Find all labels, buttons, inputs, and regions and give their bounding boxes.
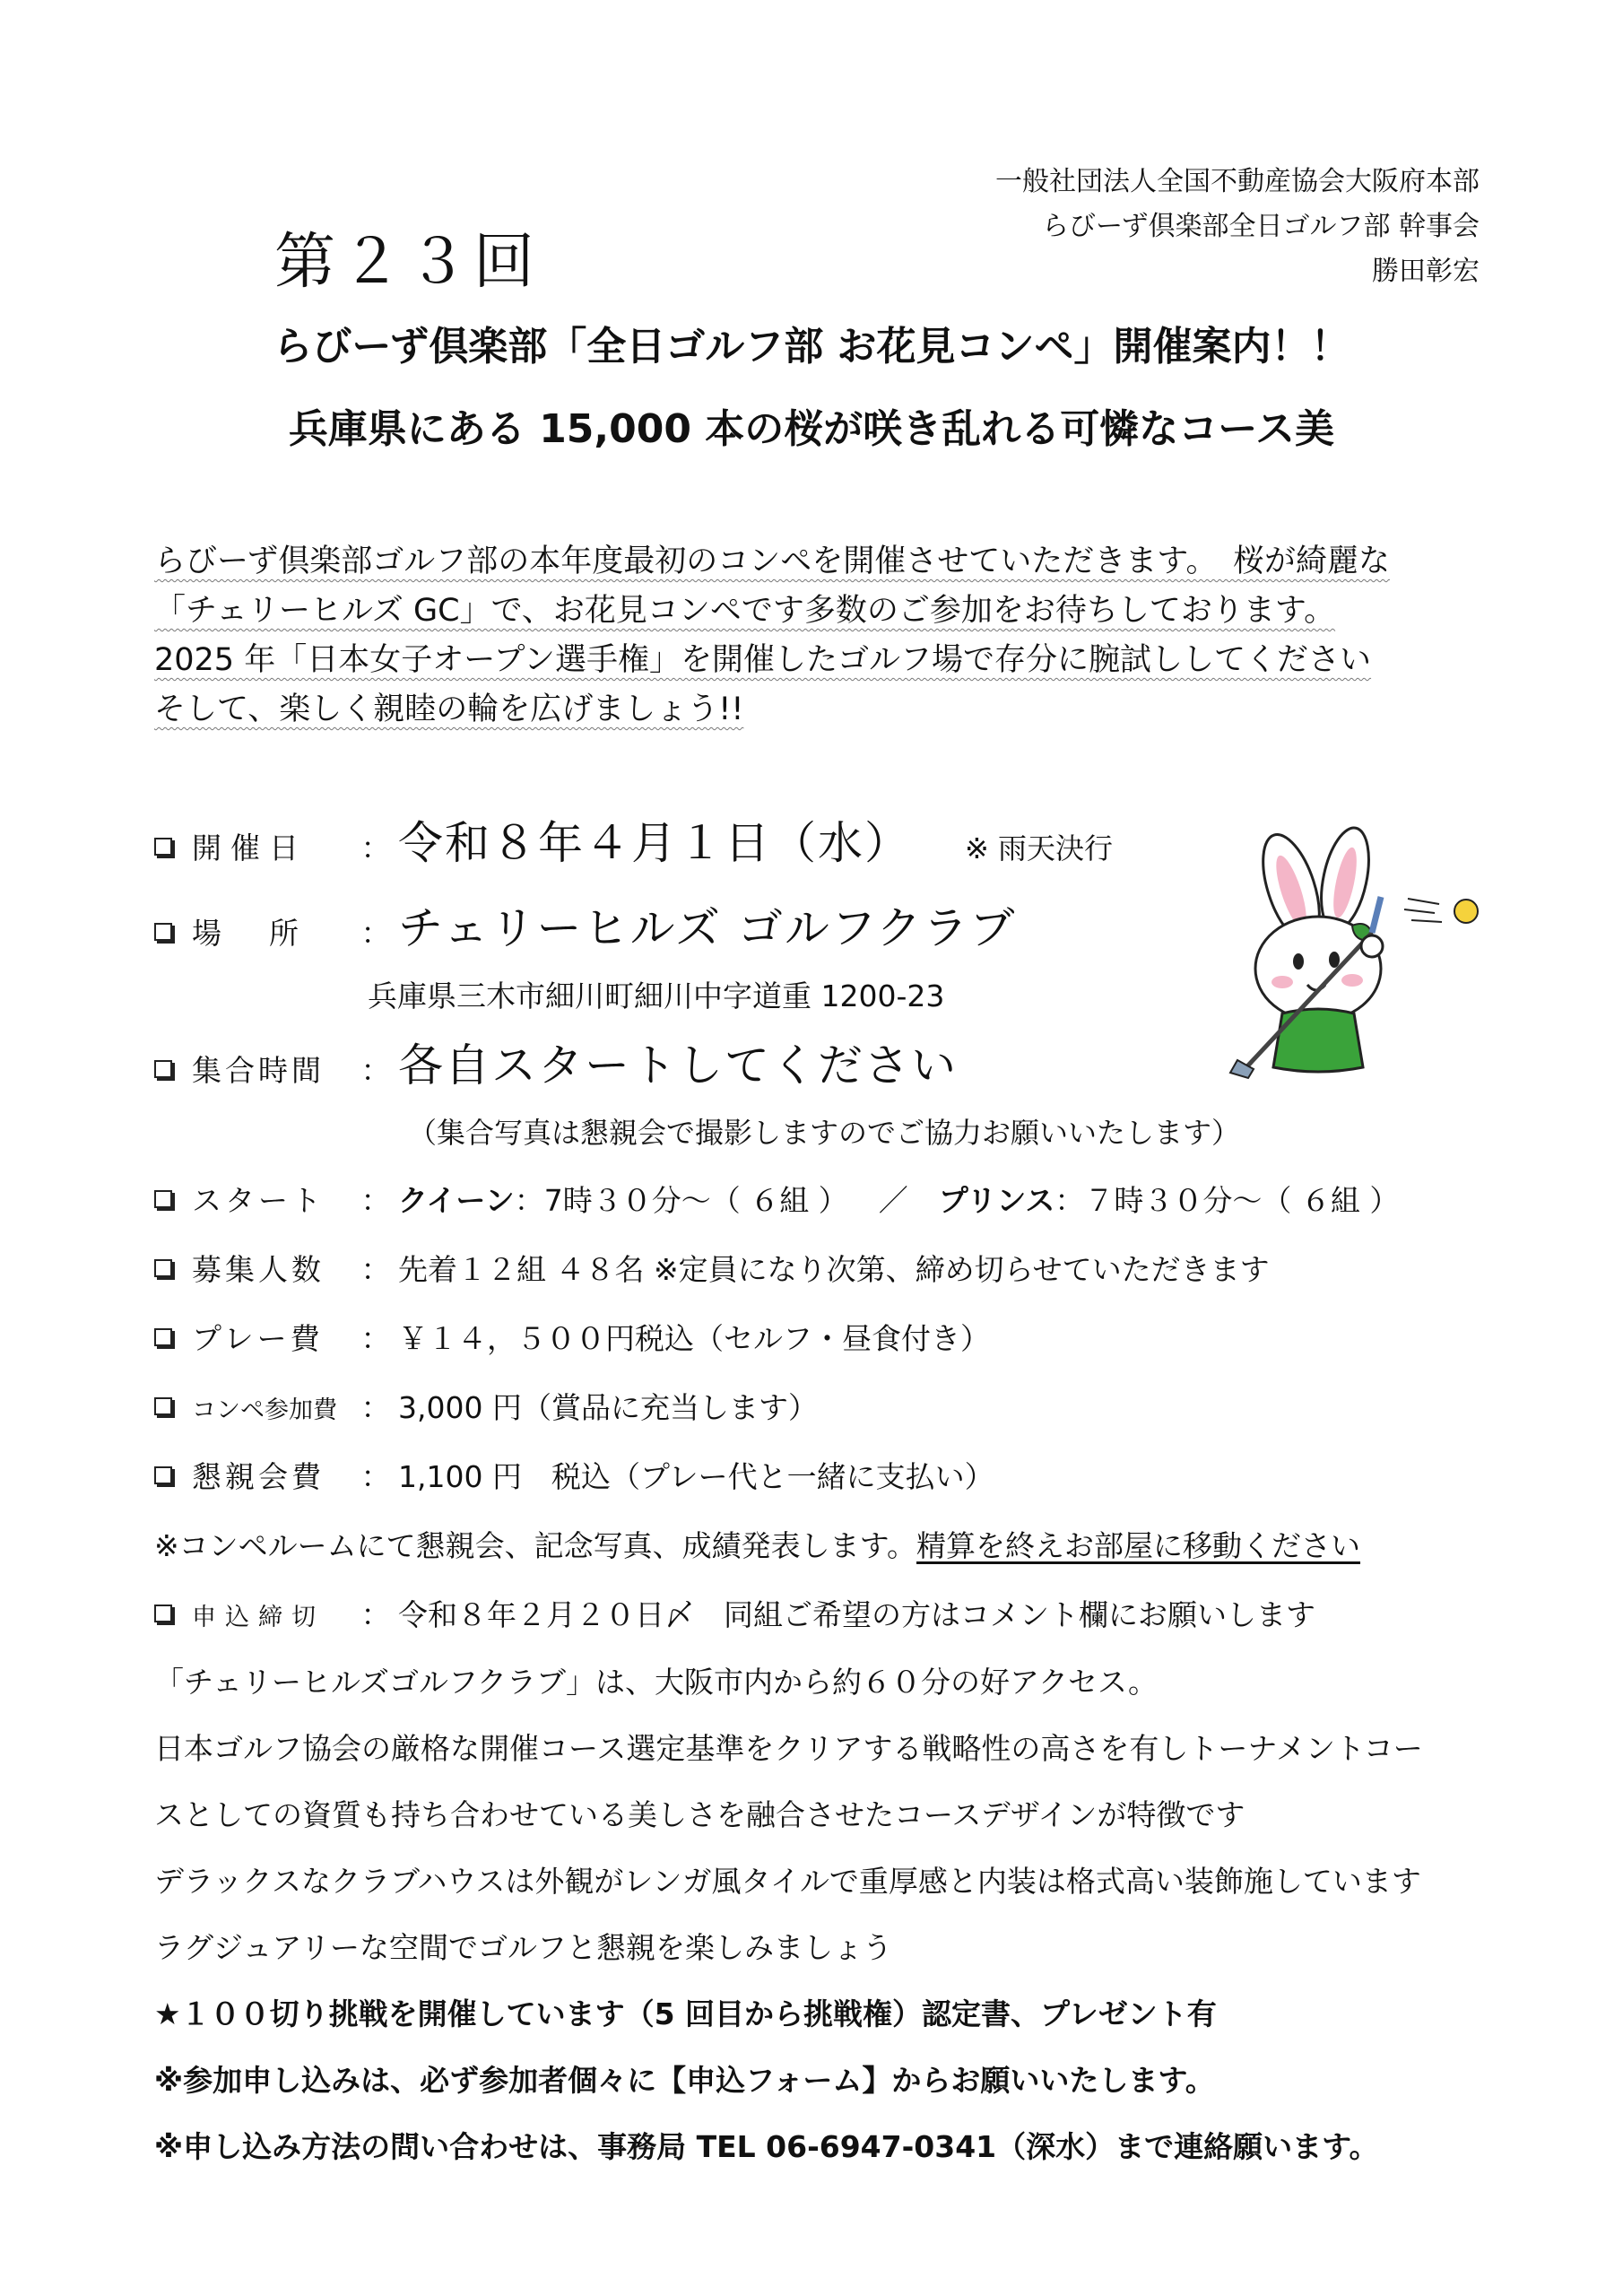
organizer-committee: らびーず倶楽部全日ゴルフ部 幹事会 [1041,211,1480,242]
description-line-3: スとしての資質も持ち合わせている美しさを融合させたコースデザインが特徴です [154,1797,1245,1832]
footer-line-3: ※申し込み方法の問い合わせは、事務局 TEL 06-6947-0341（深水）まで連絡願います。 [154,2129,1379,2164]
party-row: 懇親会費 ： 1,100 円 税込（プレー代と一緒に支払い） [154,1454,994,1496]
checkbox-icon [154,1605,172,1622]
party-value: 1,100 円 税込（プレー代と一緒に支払い） [398,1459,994,1494]
intro-line-4: そして、楽しく親睦の輪を広げましょう!! [154,691,744,727]
entry-row: コンペ参加費 ： 3,000 円（賞品に充当します） [154,1385,818,1427]
checkbox-icon [154,923,172,941]
play-row: プレー費 ： ￥１４，５００円税込（セルフ・昼食付き） [154,1316,990,1358]
start-prince-value: ：７時３０分～（ ６組 ） [1055,1183,1400,1218]
date-label: 開催日 [192,831,308,865]
headline-1: らびーず倶楽部「全日ゴルフ部 お花見コンペ」開催案内！！ [273,324,1350,370]
meet-value: 各自スタートしてください [398,1039,958,1091]
deadline-row: 申込締切 ： 令和８年２月２０日〆 同組ご希望の方はコメント欄にお願いします [154,1592,1315,1634]
description-line-5: ラグジュアリーな空間でゴルフと懇親を楽しみましょう [154,1930,893,1965]
entry-label: コンペ参加費 [192,1396,337,1424]
footer-line-2: ※参加申し込みは、必ず参加者個々に【申込フォーム】からお願いいたします。 [154,2063,1215,2098]
organizer-person: 勝田彰宏 [1372,256,1480,287]
checkbox-icon [154,1259,172,1277]
place-label: 場 所 [192,916,308,951]
edition-title: 第２３回 [274,227,541,298]
play-label: プレー費 [192,1321,324,1356]
checkbox-icon [154,1466,172,1484]
intro-line-2: 「チェリーヒルズ GC」で、お花見コンペです多数のご参加をお待ちしております。 [154,593,1336,629]
play-value: ￥１４，５００円税込（セルフ・昼食付き） [398,1321,990,1356]
checkbox-icon [154,1060,172,1078]
headline-2: 兵庫県にある 15,000 本の桜が咲き乱れる可憐なコース美 [288,406,1335,452]
place-address: 兵庫県三木市細川町細川中字道重 1200-23 [368,978,945,1013]
description-line-2: 日本ゴルフ協会の厳格な開催コース選定基準をクリアする戦略性の高さを有しトーナメントコー [154,1731,1423,1766]
recruit-row: 募集人数 ： 先着１２組 ４８名 ※定員になり次第、締め切らせていただきます [154,1247,1270,1289]
start-separator: ／ [878,1183,908,1218]
description-line-1: 「チェリーヒルズゴルフクラブ」は、大阪市内から約６０分の好アクセス。 [154,1665,1159,1700]
intro-line-1: らびーず倶楽部ゴルフ部の本年度最初のコンペを開催させていただきます。 桜が綺麗な [154,544,1390,579]
deadline-label: 申込締切 [192,1604,325,1631]
checkbox-icon [154,1328,172,1346]
start-label: スタート [192,1183,325,1218]
organizer-name: 一般社団法人全国不動産協会大阪府本部 [995,166,1480,197]
footer-line-1: ★１００切り挑戦を開催しています（5 回目から挑戦権）認定書、プレゼント有 [154,1996,1217,2031]
meet-label: 集合時間 [192,1053,325,1088]
recruit-label: 募集人数 [192,1252,325,1287]
recruit-value: 先着１２組 ４８名 ※定員になり次第、締め切らせていただきます [398,1252,1270,1287]
deadline-value: 令和８年２月２０日〆 同組ご希望の方はコメント欄にお願いします [398,1597,1315,1632]
party-label: 懇親会費 [192,1459,325,1494]
checkbox-icon [154,838,172,856]
intro-line-3: 2025 年「日本女子オープン選手権」を開催したゴルフ場で存分に腕試ししてください [154,642,1372,678]
room-note [154,1523,1360,1565]
checkbox-icon [154,1397,172,1415]
place-row: 場 所 ： チェリーヒルズ ゴルフクラブ [154,892,1016,957]
date-row: 開催日 ： 令和８年４月１日（水） ※ 雨天決行 [154,807,1113,872]
start-queen-label: クイーン [398,1183,515,1218]
entry-value: 3,000 円（賞品に充当します） [398,1390,818,1425]
start-row: スタート ： クイーン ：7時３０分～（ ６組 ） ／ プリンス ：７時３０分～（ ６組 ） [154,1178,1399,1220]
meet-note: （集合写真は懇親会で撮影しますのでご協力お願いいたします） [408,1116,1241,1150]
room-note-emphasis: 精算を終えお部屋に移動ください [916,1528,1361,1563]
date-value: 令和８年４月１日（水） [398,817,911,869]
place-value: チェリーヒルズ ゴルフクラブ [398,902,1017,954]
room-note-text: ※コンペルームにて懇親会、記念写真、成績発表します。 [154,1528,917,1563]
start-prince-label: プリンス [938,1183,1055,1218]
description-line-4: デラックスなクラブハウスは外観がレンガ風タイルで重厚感と内装は格式高い装飾施しています [154,1864,1421,1899]
rabbit-golfer-mascot-icon [1193,825,1488,1085]
start-queen-value: ：7時３０分～（ ６組 ） [514,1183,848,1218]
checkbox-icon [154,1190,172,1208]
date-note: ※ 雨天決行 [965,831,1113,865]
meet-row: 集合時間 ： 各自スタートしてください [154,1030,958,1094]
